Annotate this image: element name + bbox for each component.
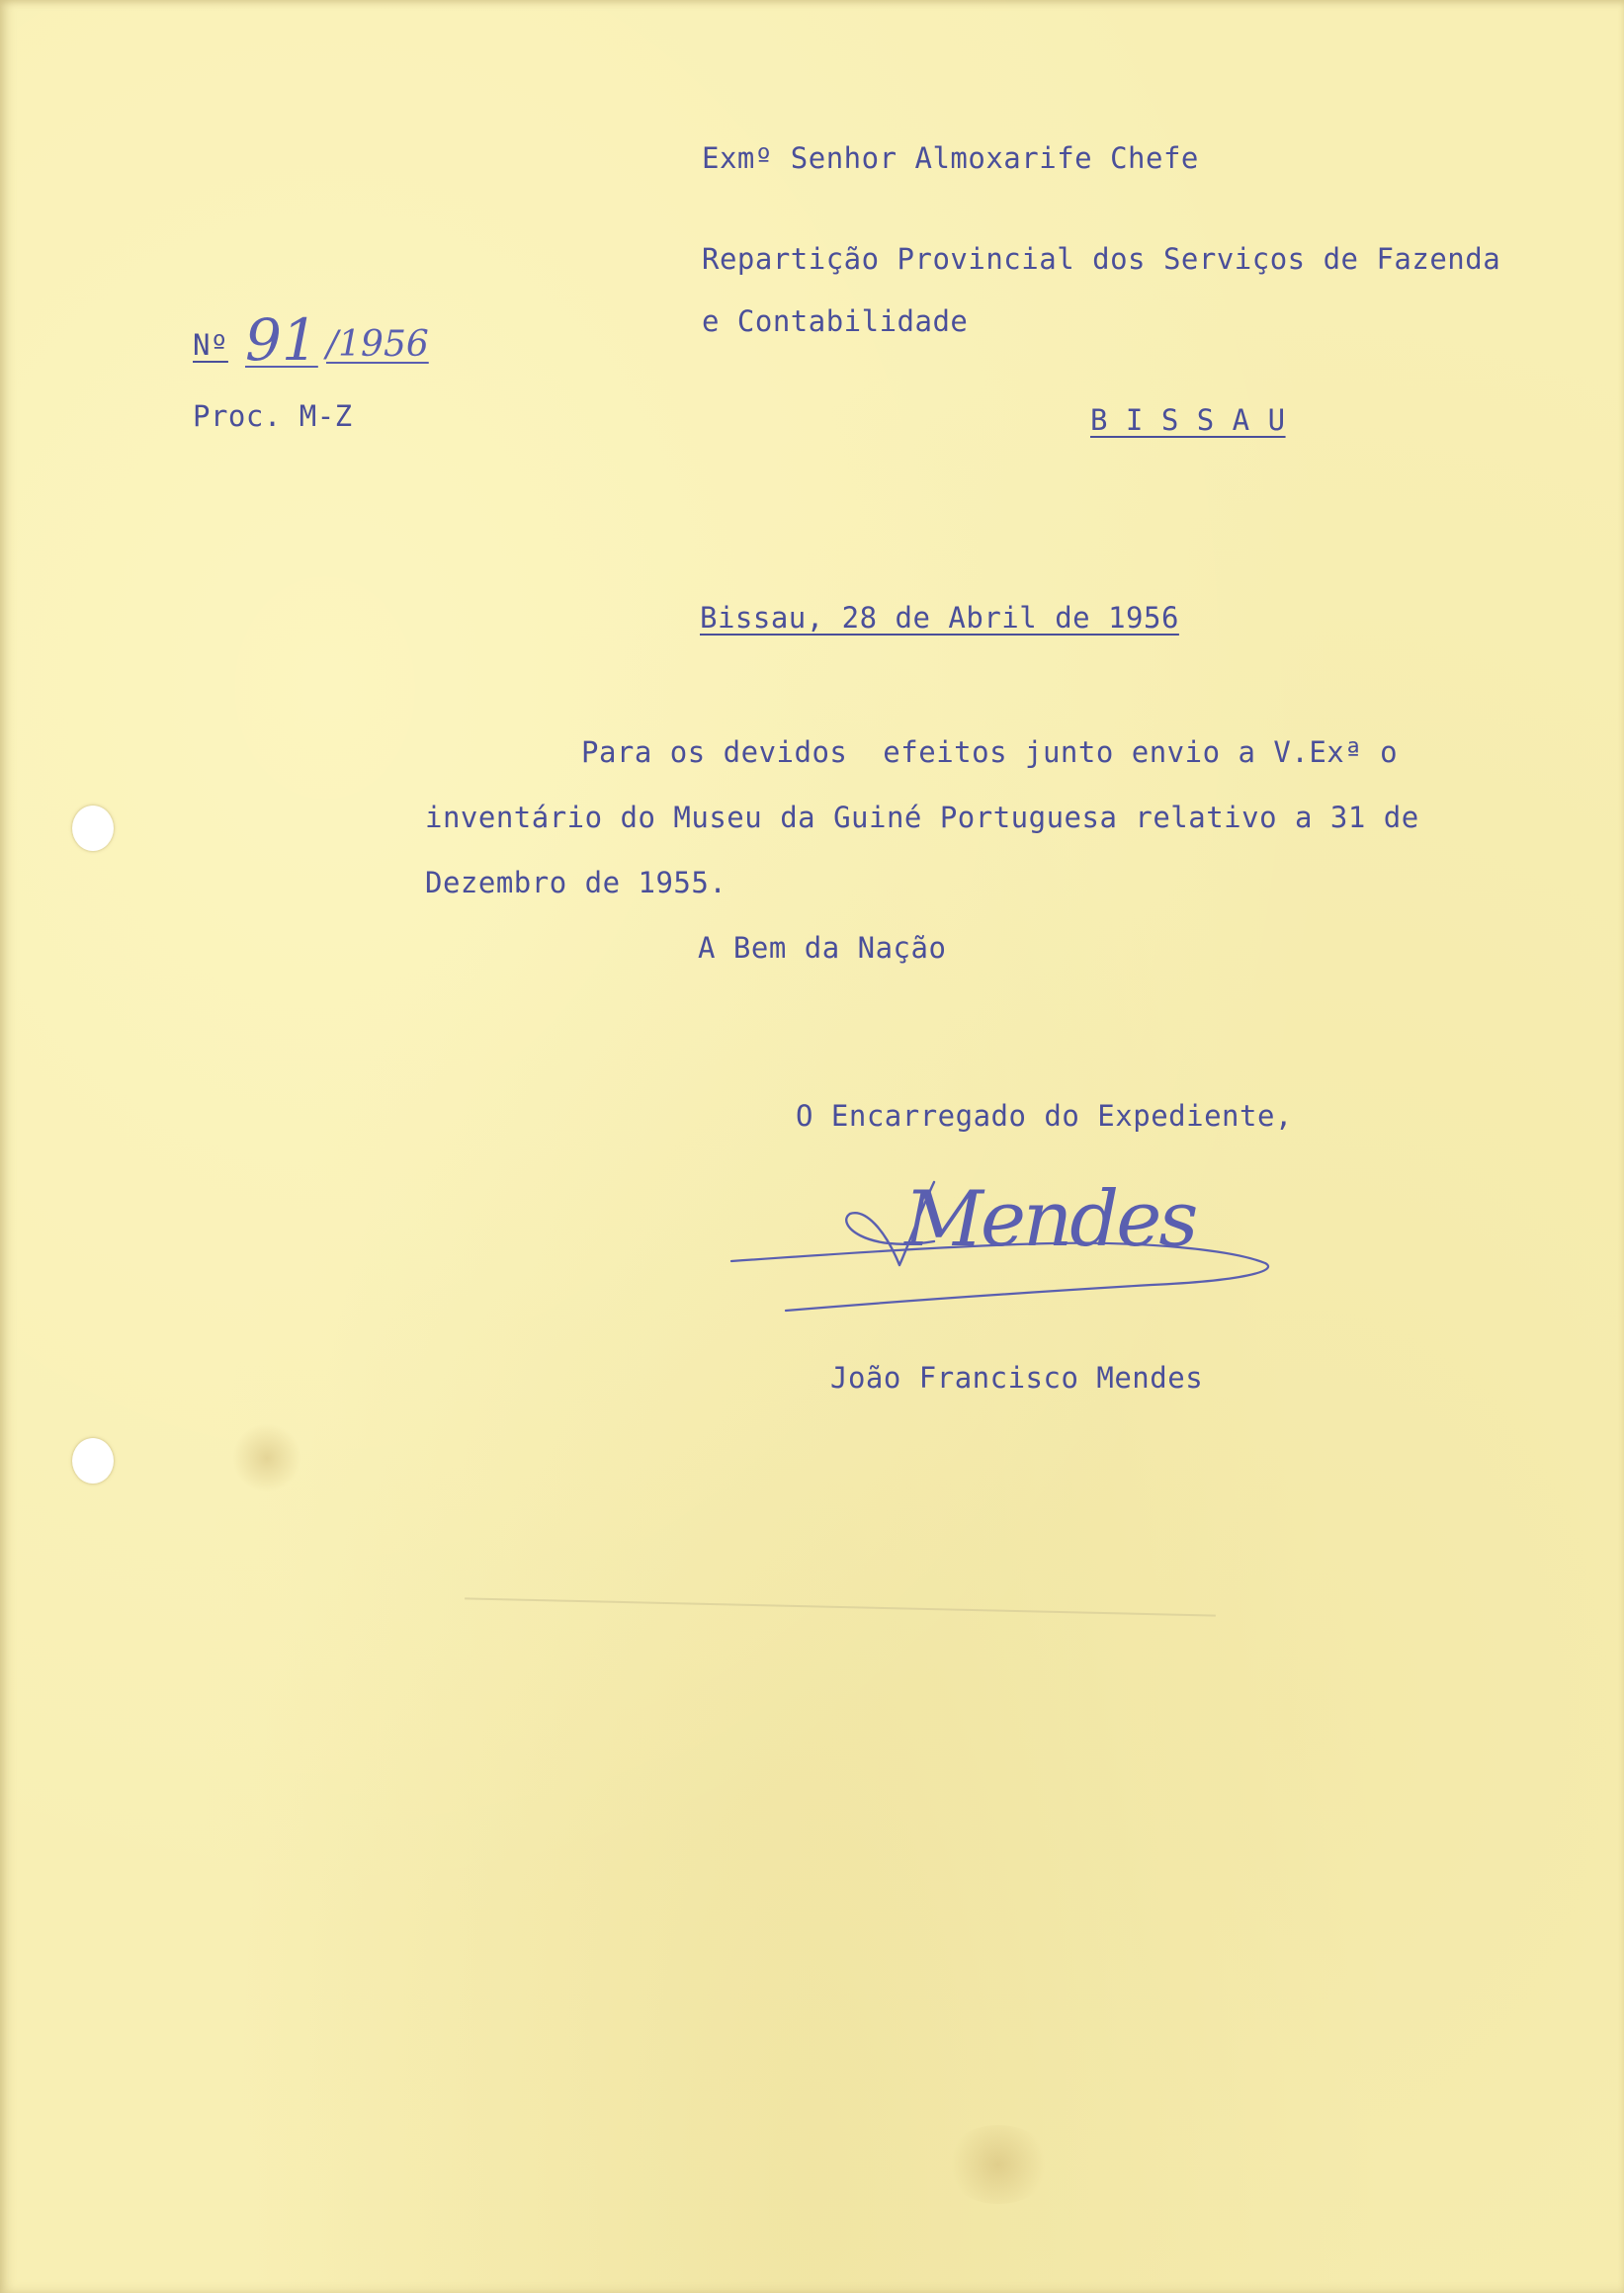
punch-hole-top bbox=[72, 806, 114, 851]
addressee-line-2: Repartição Provincial dos Serviços de Fazenda bbox=[702, 242, 1501, 276]
addressee-line-1: Exmº Senhor Almoxarife Chefe bbox=[702, 141, 1199, 175]
body-line-1: Para os devidos efeitos junto envio a V.Exª o bbox=[581, 735, 1399, 769]
reference-number-handwritten: 91 bbox=[245, 306, 318, 374]
body-line-2: inventário do Museu da Guiné Portuguesa relativo a 31 de bbox=[425, 801, 1419, 834]
closing-salutation: A Bem da Nação bbox=[698, 931, 947, 965]
signatory-name: João Francisco Mendes bbox=[830, 1361, 1204, 1395]
reference-number-year: /1956 bbox=[326, 324, 429, 365]
reference-number-prefix: Nº bbox=[193, 328, 228, 362]
paper-stain bbox=[232, 1423, 301, 1492]
punch-hole-bottom bbox=[72, 1438, 114, 1484]
addressee-line-3: e Contabilidade bbox=[702, 304, 969, 338]
signatory-role: O Encarregado do Expediente, bbox=[796, 1099, 1293, 1133]
signature-text: Mendes bbox=[904, 1175, 1196, 1264]
paper-stain bbox=[944, 2125, 1053, 2204]
date-line: Bissau, 28 de Abril de 1956 bbox=[700, 601, 1179, 635]
paper-crease bbox=[465, 1597, 1216, 1616]
body-line-3: Dezembro de 1955. bbox=[425, 866, 727, 899]
addressee-city: B I S S A U bbox=[1090, 403, 1286, 437]
process-reference: Proc. M-Z bbox=[193, 399, 353, 433]
